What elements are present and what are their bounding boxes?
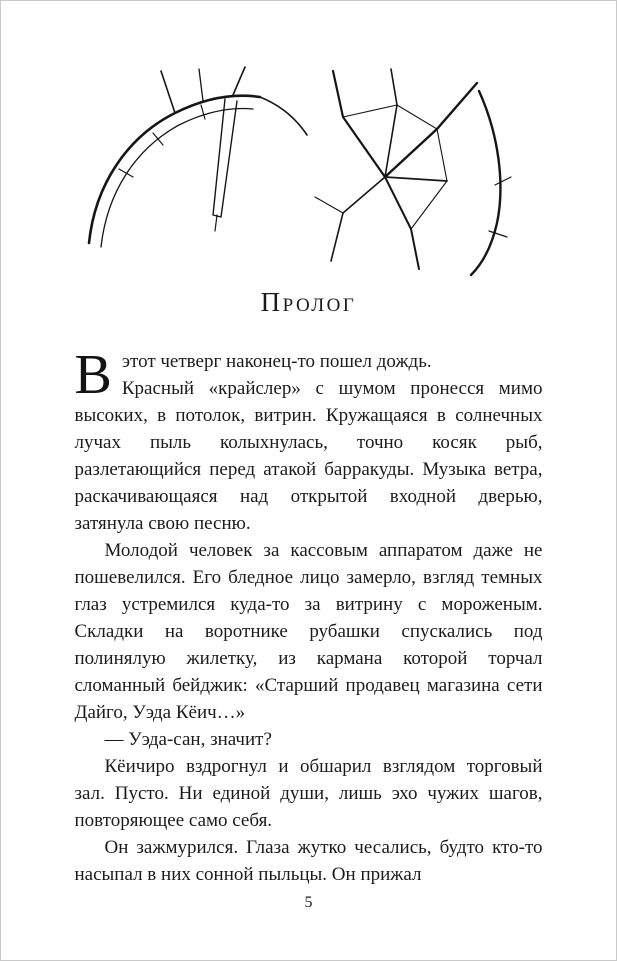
body-text <box>74 344 543 888</box>
cracked-glass-illustration <box>75 65 512 281</box>
opening-paragraph <box>74 344 543 406</box>
page-number: 5 <box>304 894 313 911</box>
chapter-heading: Пролог <box>260 287 357 317</box>
drop-cap: В <box>74 344 112 406</box>
paragraph: Он зажмурился. Глаза жутко чесались, будто кто-то насыпал в них сонной пыльцы. Он прижал <box>74 837 543 885</box>
opening-line: этот четверг наконец-то пошел дождь. <box>121 351 432 372</box>
paragraph: Кёичиро вздрогнул и обшарил взглядом торговый зал. Пусто. Ни единой души, лишь эхо чужих шагов, повторяющее само себя. <box>74 756 543 831</box>
page-content <box>75 65 543 888</box>
paragraph: Красный «крайслер» с шумом пронесся мимо высоких, в потолок, витрин. Кружащаяся в солнечных лучах пыль колыхнулась, точно косяк рыб, разлетающийся перед атакой барракуды. Музыка ветра, раскачивающаяся над открытой входной дверью, затянула свою песню. <box>74 378 543 534</box>
paragraph: — Уэда-сан, значит? <box>104 729 272 750</box>
paragraph: Молодой человек за кассовым аппаратом даже не пошевелился. Его бледное лицо замерло, взгляд темных глаз устремился куда-то за витрину с мороженым. Складки на воротнике рубашки спускались под полинялую жилетку, из кармана которой торчал сломанный бейджик: «Старший продавец магазина сети Дайго, Уэда Кёич…» <box>74 540 543 723</box>
